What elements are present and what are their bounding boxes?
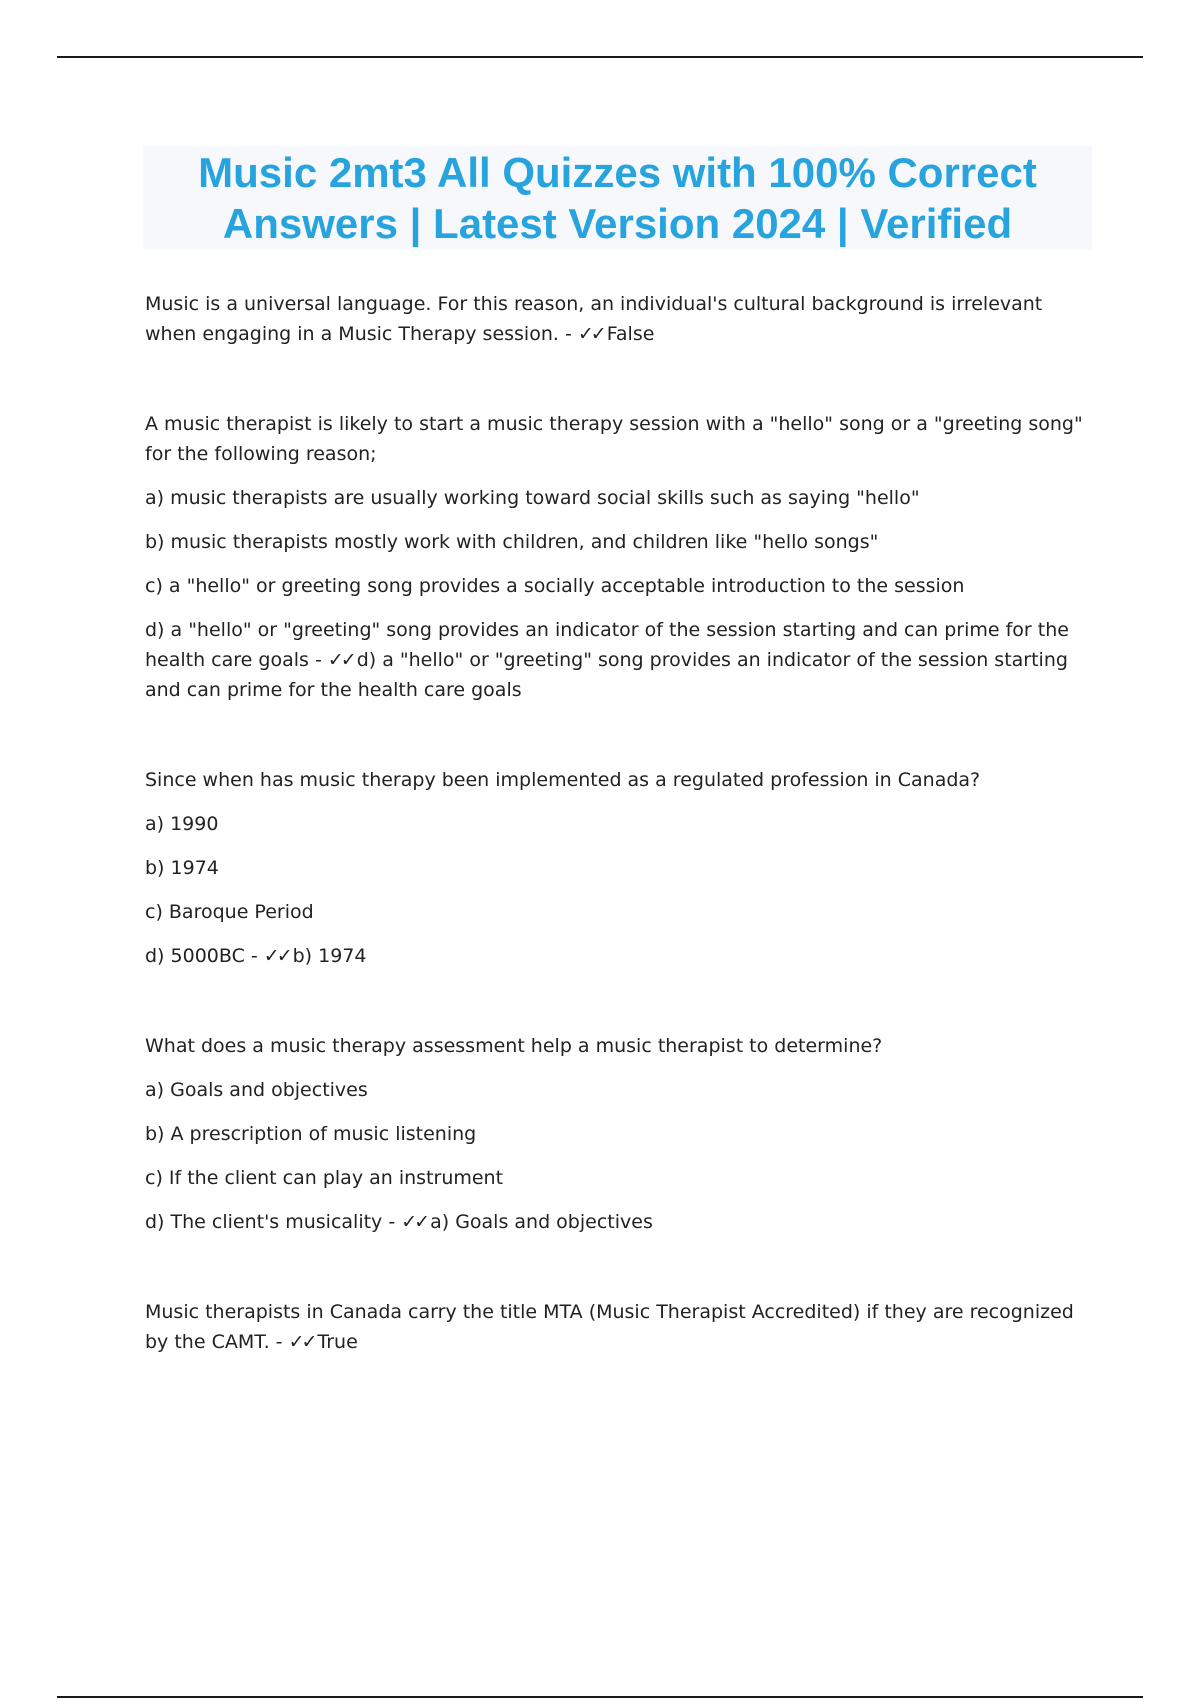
answer-text: True [317, 1331, 358, 1353]
question-text: A music therapist is likely to start a music therapy session with a "hello" song or a "greeting song" for the following reason; [145, 413, 1083, 465]
option-a: a) 1990 [145, 813, 219, 835]
top-rule [57, 56, 1143, 58]
answer-text: d) a "hello" or "greeting" song provides an indicator of the session starting and can prime for the health care goals [145, 649, 1068, 701]
title-line-1: Music 2mt3 All Quizzes with 100% Correct [198, 148, 1037, 196]
question-text: What does a music therapy assessment help a music therapist to determine? [145, 1035, 883, 1057]
option-d: d) The client's musicality - ✓✓ a) Goals and objectives [145, 1211, 653, 1233]
double-check-icon: ✓✓ [263, 945, 290, 967]
question-block-2 [145, 409, 1095, 705]
double-check-icon: ✓✓ [577, 323, 604, 345]
question-text: Since when has music therapy been implemented as a regulated profession in Canada? [145, 769, 981, 791]
answer-text: a) Goals and objectives [430, 1211, 653, 1233]
question-block-1 [145, 289, 1095, 349]
answer-text: False [606, 323, 655, 345]
answer-text: b) 1974 [292, 945, 367, 967]
option-b: b) A prescription of music listening [145, 1123, 477, 1145]
title-line-2: Answers | Latest Version 2024 | Verified [222, 199, 1013, 247]
question-block-3 [145, 765, 1095, 971]
double-check-icon: ✓✓ [401, 1211, 428, 1233]
option-a: a) Goals and objectives [145, 1079, 368, 1101]
question-text: Music therapists in Canada carry the title MTA (Music Therapist Accredited) if they are recognized by the CAMT. - ✓✓ True [145, 1301, 1074, 1353]
document-title-banner [143, 146, 1092, 249]
option-b: b) music therapists mostly work with children, and children like "hello songs" [145, 531, 879, 553]
option-c: c) a "hello" or greeting song provides a socially acceptable introduction to the session [145, 575, 965, 597]
double-check-icon: ✓✓ [288, 1331, 315, 1353]
bottom-rule [57, 1696, 1143, 1698]
quiz-content [145, 289, 1095, 1417]
option-d: d) a "hello" or "greeting" song provides an indicator of the session starting and can prime for the health care goals - ✓✓ d) a "hello" or "greeting" song provides an indicator of the session starting and can prime for the health care goals [145, 619, 1069, 701]
option-b: b) 1974 [145, 857, 219, 879]
option-a: a) music therapists are usually working toward social skills such as saying "hello" [145, 487, 920, 509]
question-block-4 [145, 1031, 1095, 1237]
double-check-icon: ✓✓ [327, 649, 354, 671]
question-text: Music is a universal language. For this reason, an individual's cultural background is irrelevant when engaging in a Music Therapy session. - ✓✓ False [145, 293, 1043, 345]
question-block-5 [145, 1297, 1095, 1357]
option-c: c) Baroque Period [145, 901, 314, 923]
option-c: c) If the client can play an instrument [145, 1167, 504, 1189]
option-d: d) 5000BC - ✓✓ b) 1974 [145, 945, 367, 967]
